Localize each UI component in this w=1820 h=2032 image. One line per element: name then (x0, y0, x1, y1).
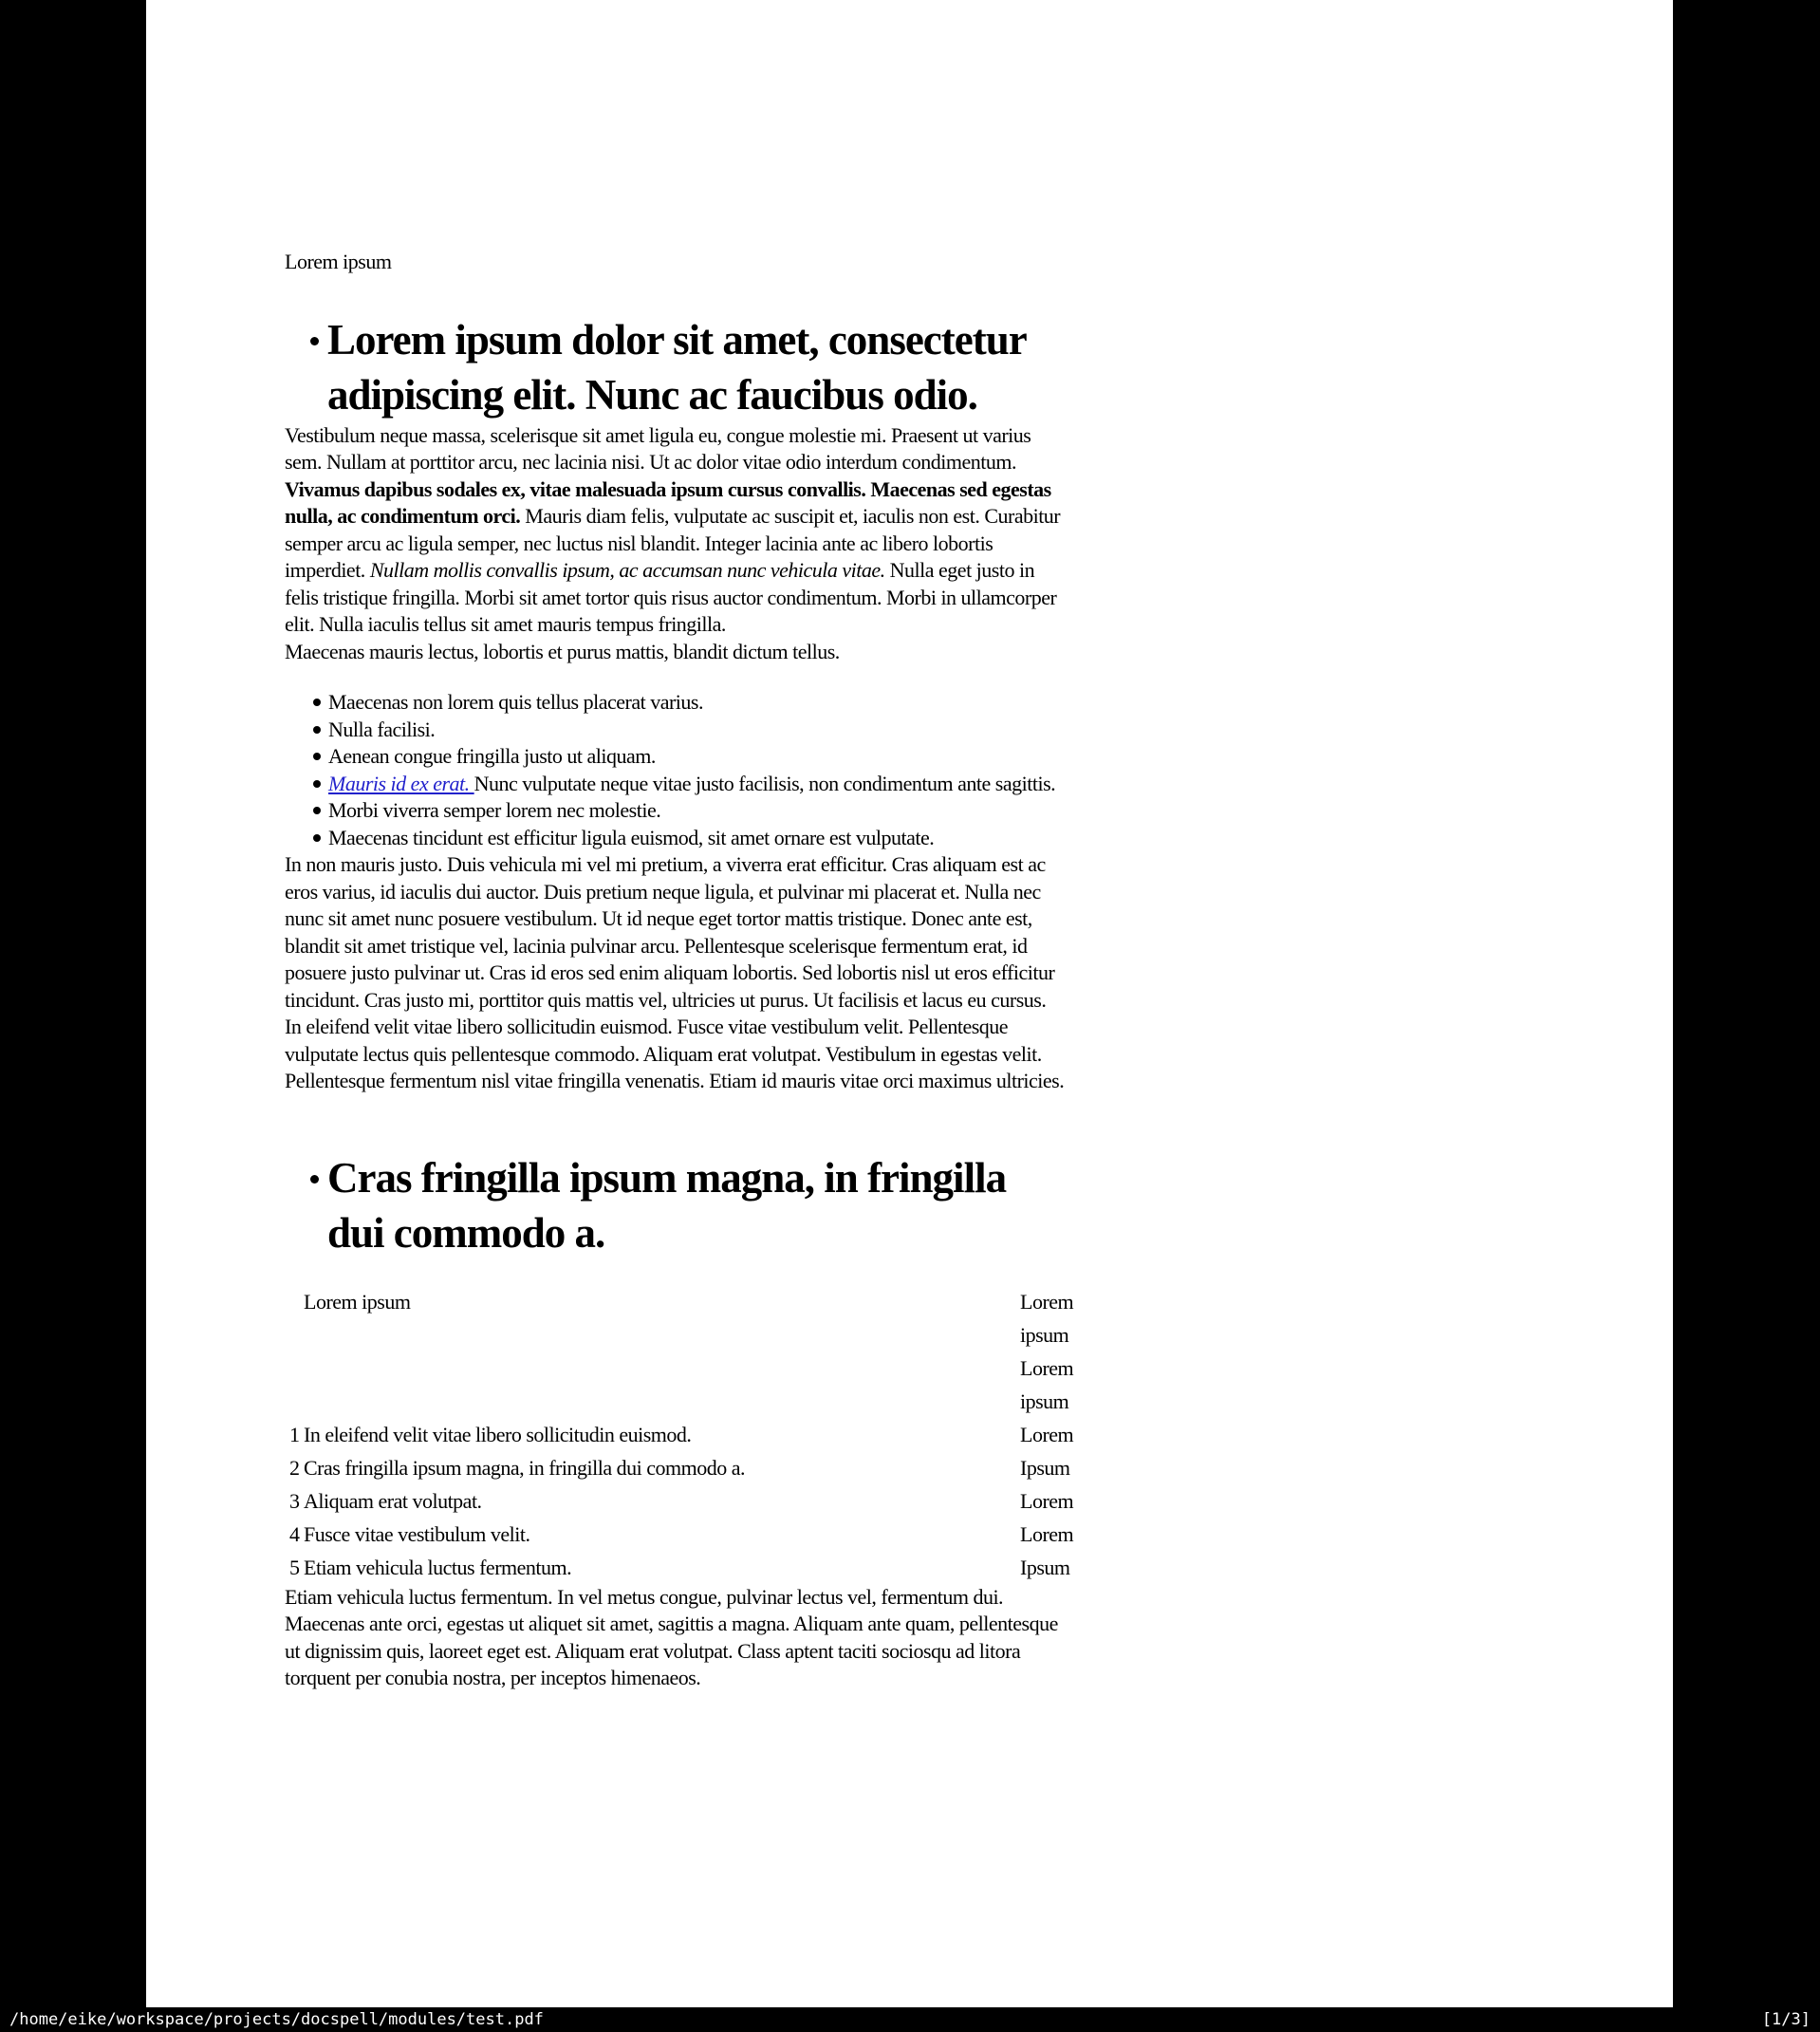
statusbar-filepath: /home/eike/workspace/projects/docspell/modules/test.pdf (9, 2010, 544, 2029)
document-page (146, 0, 1673, 2007)
text-segment: Vestibulum neque massa, scelerisque sit amet ligula eu, congue molestie mi. Praesent ut varius sem. Nullam at porttitor arcu, nec lacinia nisi. Ut ac dolor vitae odio interdum condimentum. (285, 422, 1031, 474)
text-segment: Aenean congue fringilla justo ut aliquam. (328, 744, 656, 768)
table-cell: Etiam vehicula luctus fermentum. (304, 1555, 572, 1579)
table-cell: Fusce vitae vestibulum velit. (304, 1521, 530, 1546)
table-cell: Ipsum (1020, 1555, 1070, 1579)
table-cell: 5 (289, 1555, 300, 1579)
table-cell: 3 (289, 1488, 300, 1513)
table-cell (285, 1285, 304, 1418)
bullet-list (285, 689, 1068, 851)
page-content (285, 0, 1074, 1692)
paragraph-2: Maecenas mauris lectus, lobortis et purus mattis, blandit dictum tellus. (285, 639, 840, 663)
table-row (285, 1451, 1068, 1484)
bullet-icon (313, 753, 321, 760)
table-cell: Aliquam erat volutpat. (304, 1488, 482, 1513)
table-cell: Cras fringilla ipsum magna, in fringilla dui commodo a. (304, 1455, 745, 1480)
text-segment: Nunc vulputate neque vitae justo facilisis, non condimentum ante sagittis. (474, 771, 1056, 795)
table-header-left: Lorem ipsum (304, 1289, 411, 1314)
table-cell: Lorem (1020, 1488, 1074, 1513)
bullet-icon (310, 337, 319, 345)
bullet-icon (313, 699, 321, 706)
text-segment: Maecenas non lorem quis tellus placerat varius. (328, 690, 703, 714)
paragraph-1 (285, 422, 1068, 639)
list-item (285, 797, 1068, 825)
section-heading-1: Lorem ipsum dolor sit amet, consectetur adipiscing elit. Nunc ac faucibus odio. (327, 315, 1026, 419)
hyperlink[interactable]: Mauris id ex erat. (328, 771, 474, 795)
table-row (285, 1484, 1074, 1518)
bullet-icon (313, 834, 321, 842)
table-body (285, 1418, 1074, 1584)
bullet-icon (313, 807, 321, 814)
table-cell: 1 (289, 1422, 300, 1446)
intro-label: Lorem ipsum (285, 250, 392, 273)
table-row (285, 1518, 1074, 1551)
list-item (285, 717, 1068, 744)
list-item (285, 825, 1068, 852)
text-segment: Mauris diam felis, vulputate ac suscipit et, iaculis non est. Curabitur semper arcu ac ligula semper, nec luctus nisl blandit. Integer lacinia ante ac libero lobortis imperdiet. (285, 504, 1061, 582)
table-header-row (285, 1285, 1074, 1418)
section-heading-item-2 (285, 1150, 1068, 1260)
data-table (285, 1285, 1074, 1584)
table-cell: In eleifend velit vitae libero sollicitudin euismod. (304, 1422, 692, 1446)
paragraph-3: In non mauris justo. Duis vehicula mi vel mi pretium, a viverra erat efficitur. Cras aliquam est ac eros varius, id iaculis dui auctor. Duis pretium neque ligula, et pulvinar mi placerat et. Nulla nec nunc sit amet nunc posuere vestibulum. Ut id neque eget tortor mattis tristique. Donec ante est, blandit sit amet tristique vel, lacinia pulvinar arcu. Pellentesque scelerisque fermentum erat, id posuere justo pulvinar ut. Cras id eros sed enim aliquam lobortis. Sed lobortis nisl ut eros efficitur tincidunt. Cras justo mi, porttitor quis mattis vel, ultricies ut purus. Ut facilisis et lacus eu cursus. (285, 852, 1055, 1012)
bullet-icon (313, 726, 321, 734)
text-segment: Nulla eget justo in felis tristique fringilla. Morbi sit amet tortor quis risus auctor condimentum. Morbi in ullamcorper elit. Nulla iaculis tellus sit amet mauris tempus fringilla. (285, 558, 1057, 636)
table-row (285, 1551, 1068, 1584)
bullet-icon (310, 1175, 319, 1184)
list-item (285, 743, 1068, 771)
section-heading-item-1 (285, 312, 1068, 422)
list-item (285, 771, 1068, 798)
table-cell: Lorem (1020, 1521, 1074, 1546)
section-heading-2: Cras fringilla ipsum magna, in fringilla dui commodo a. (327, 1153, 1007, 1257)
text-segment: Nullam mollis convallis ipsum, ac accumsan nunc vehicula vitae. (369, 558, 885, 582)
table-cell: Lorem (1020, 1422, 1074, 1446)
text-segment: Maecenas tincidunt est efficitur ligula euismod, sit amet ornare est vulputate. (328, 825, 935, 849)
table-header-right: Lorem ipsum Lorem ipsum (1020, 1289, 1074, 1413)
text-segment: Vivamus dapibus sodales ex, vitae malesuada ipsum cursus convallis. Maecenas sed egestas nulla, ac condimentum orci. (285, 476, 1051, 528)
statusbar-page-indicator: [1/3] (1761, 2010, 1811, 2029)
bullet-icon (313, 780, 321, 788)
text-segment: Morbi viverra semper lorem nec molestie. (328, 798, 661, 822)
statusbar (0, 2007, 1820, 2032)
list-item (285, 689, 1068, 717)
table-row (285, 1418, 1074, 1451)
table-cell: 2 (289, 1455, 300, 1480)
paragraph-5: Etiam vehicula luctus fermentum. In vel metus congue, pulvinar lectus vel, fermentum dui. Maecenas ante orci, egestas ut aliquet sit amet, sagittis a magna. Aliquam ante quam, pellentesque ut dignissim quis, laoreet eget est. Aliquam erat volutpat. Class aptent taciti sociosqu ad litora torquent per conubia nostra, per inceptos himenaeos. (285, 1584, 1058, 1689)
text-segment: Nulla facilisi. (328, 717, 436, 741)
table-cell: 4 (289, 1521, 300, 1546)
table-cell: Ipsum (1020, 1455, 1070, 1480)
paragraph-4: In eleifend velit vitae libero sollicitudin euismod. Fusce vitae vestibulum velit. Pellentesque vulputate lectus quis pellentesque commodo. Aliquam erat volutpat. Vestibulum in egestas velit. Pellentesque fermentum nisl vitae fringilla venenatis. Etiam id mauris vitae orci maximus ultricies. (285, 1015, 1065, 1092)
